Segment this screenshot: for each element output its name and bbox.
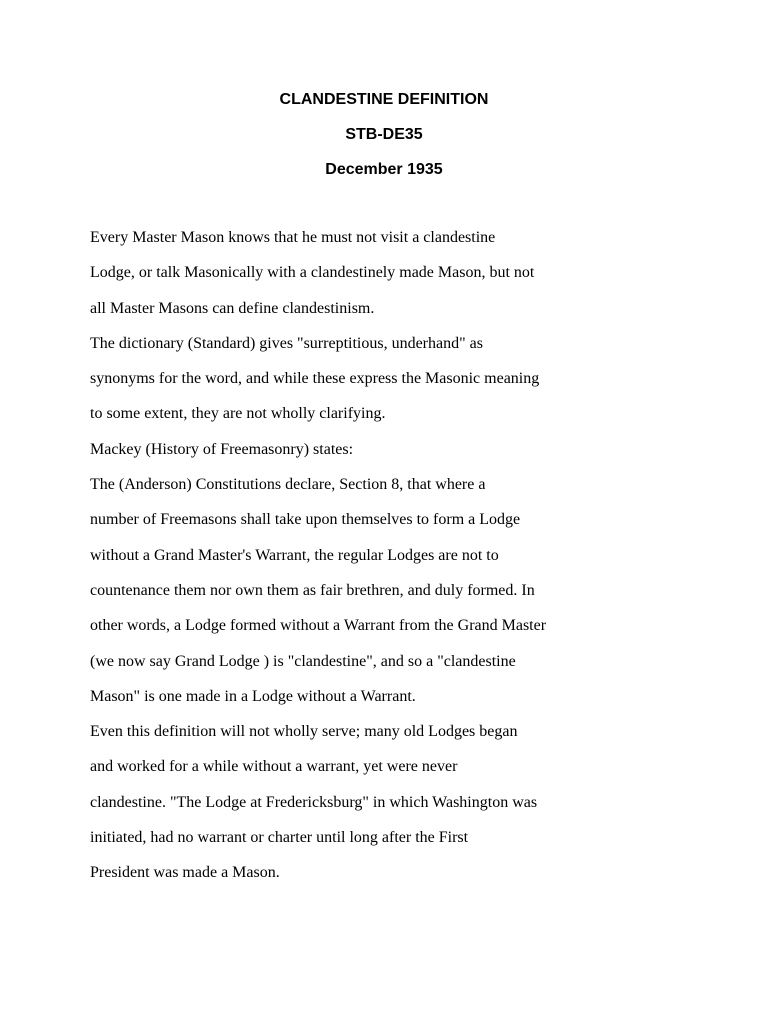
body-line: and worked for a while without a warrant, yet were never [90,758,458,776]
body-line: Mason" is one made in a Lodge without a Warrant. [90,687,416,705]
body-line: initiated, had no warrant or charter until long after the First [90,829,469,847]
body-line: Lodge, or talk Masonically with a clandestinely made Mason, but not [90,264,535,282]
body-line: Mackey (History of Freemasonry) states: [90,440,354,458]
body-line: countenance them nor own them as fair brethren, and duly formed. In [90,581,535,599]
body-line: Even this definition will not wholly serve; many old Lodges began [90,723,518,741]
document-title: CLANDESTINE DEFINITION [279,91,489,108]
body-line: clandestine. "The Lodge at Fredericksburg" in which Washington was [90,793,538,811]
body-line: number of Freemasons shall take upon themselves to form a Lodge [90,511,521,529]
body-line: to some extent, they are not wholly clarifying. [90,405,386,423]
body-line: without a Grand Master's Warrant, the regular Lodges are not to [90,546,499,564]
body-line: President was made a Mason. [90,864,280,882]
document-code: STB-DE35 [345,126,423,143]
body-line: The dictionary (Standard) gives "surreptitious, underhand" as [90,334,483,352]
body-line: all Master Masons can define clandestinism. [90,299,375,317]
body-line: Every Master Mason knows that he must not visit a clandestine [90,229,496,246]
body-line: The (Anderson) Constitutions declare, Section 8, that where a [90,476,486,494]
document-date: December 1935 [325,161,443,178]
body-line: (we now say Grand Lodge ) is "clandestine", and so a "clandestine [90,652,516,670]
body-line: other words, a Lodge formed without a Warrant from the Grand Master [90,617,547,635]
body-line: synonyms for the word, and while these express the Masonic meaning [90,370,540,388]
document-body [90,226,710,897]
